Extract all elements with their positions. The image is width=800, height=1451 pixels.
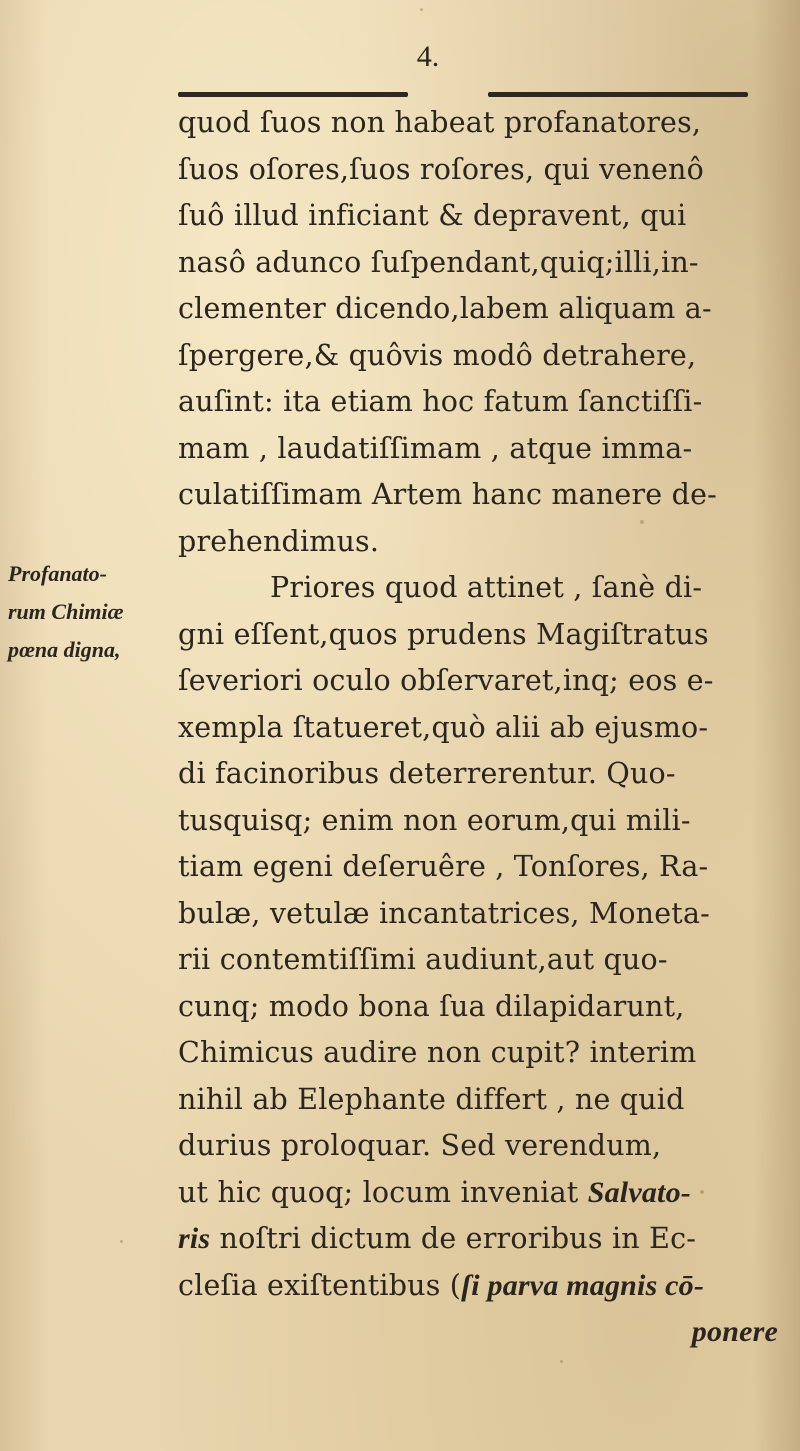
text-line: clementer dicendo,labem aliquam a- (178, 292, 712, 325)
margin-note-line: Profanato- (8, 561, 107, 586)
text-line: cunq; modo bona ſua dilapidarunt, (178, 989, 685, 1023)
italic-text: ponere (691, 1315, 778, 1348)
header-rule-left (178, 92, 408, 97)
text-line: ſeveriori oculo obſervaret,inq; eos e- (178, 664, 714, 697)
text-line: bulæ, vetulæ incantatrices, Moneta- (178, 896, 710, 930)
text-line: xempla ſtatueret,quò alii ab ejusmo- (178, 710, 709, 744)
margin-note-line: pœna digna, (8, 637, 121, 662)
italic-text: ſi parva magnis cō- (461, 1268, 705, 1302)
paper-speck (560, 1360, 563, 1363)
paper-speck (700, 1190, 704, 1194)
text-line: tusquisq; enim non eorum,qui mili- (178, 803, 691, 837)
text-line: di facinoribus deterrerentur. Quo- (178, 757, 676, 790)
header-rule-right (488, 92, 748, 97)
text-line: Chimicus audire non cupit? interim (178, 1036, 697, 1069)
text-segment: cleſia exiſtentibus ( (178, 1268, 462, 1302)
text-line: culatiſſimam Artem hanc manere de- (178, 478, 717, 511)
page-number: 4. (416, 40, 440, 73)
text-line (178, 1170, 778, 1217)
italic-text: Salvato- (587, 1175, 691, 1209)
text-segment: ut hic quoq; locum inveniat (178, 1175, 588, 1209)
text-line: Priores quod attinet , ſanè di- (270, 571, 703, 604)
catchword (178, 1309, 778, 1356)
text-line: gni eſſent,quos prudens Magiſtratus (178, 617, 709, 651)
text-segment: noſtri dictum de erroribus in Ec- (210, 1222, 697, 1255)
paper-speck (120, 1240, 123, 1243)
paper-speck (420, 8, 423, 11)
text-line: ſpergere,& quôvis modô detrahere, (178, 338, 697, 372)
text-line: prehendimus. (178, 524, 380, 558)
text-line: nihil ab Elephante differt , ne quid (178, 1082, 685, 1116)
text-line: durius proloquar. Sed verendum, (178, 1129, 662, 1162)
text-line: mam , laudatiſſimam , atque imma- (178, 431, 693, 465)
margin-note (8, 555, 183, 669)
text-line: ſuô illud inficiant & depravent, qui (178, 199, 687, 232)
text-line: nasô adunco ſuſpendant,quiq;illi,in- (178, 245, 699, 279)
body-text (178, 100, 778, 1356)
italic-text: ris (178, 1222, 211, 1255)
text-line (178, 1263, 778, 1310)
text-line: rii contemtiſſimi audiunt,aut quo- (178, 943, 668, 976)
text-line: tiam egeni deſeruêre , Tonſores, Ra- (178, 850, 709, 883)
margin-note-line: rum Chimiæ (8, 599, 124, 624)
paper-speck (640, 520, 644, 524)
text-line: ſuos oſores,ſuos roſores, qui venenô (178, 152, 704, 186)
text-line: auſint: ita etiam hoc fatum ſanctiſſi- (178, 385, 703, 418)
text-line: quod ſuos non habeat profanatores, (178, 106, 702, 139)
text-line (178, 1216, 778, 1263)
